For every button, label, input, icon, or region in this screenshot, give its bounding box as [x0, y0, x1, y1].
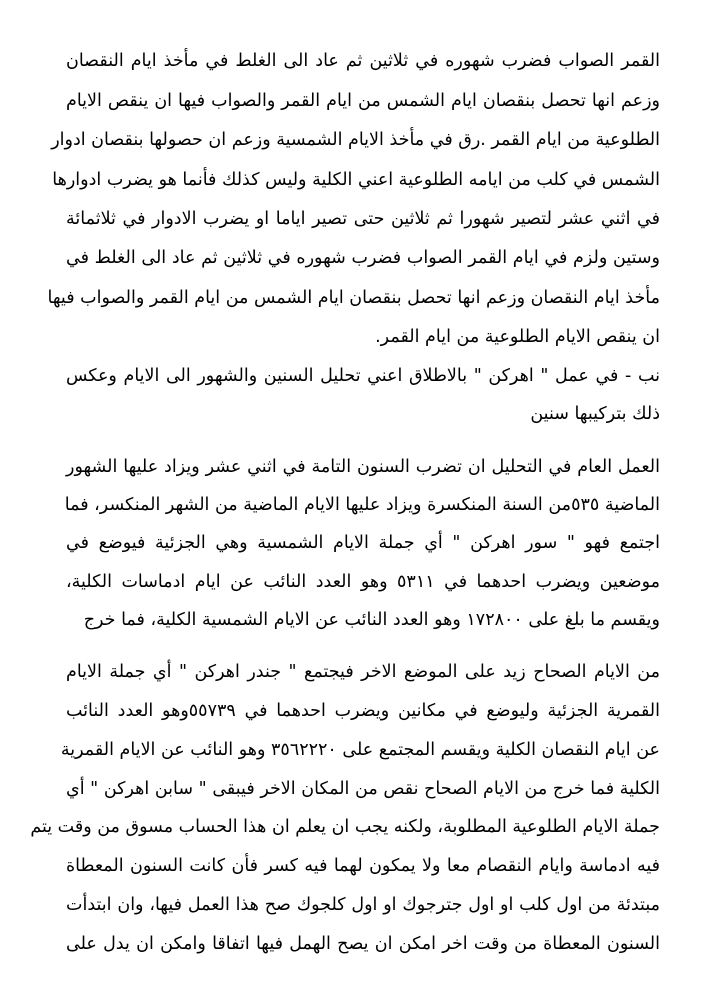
text-line: في اثني عشر لتصير شهورا ثم ثلاثين حتى تصير اياما او يضرب الادوار في ثلاثمائة: [66, 209, 660, 229]
text-line: الطلوعية من ايام القمر .رق في مأخذ الايام الشمسية وزعم ان حصولها بنقصان ادوار: [51, 130, 660, 150]
section-heading-line: نب - في عمل " اهركن " بالاطلاق اعني تحليل السنين والشهور الى الايام وعكس: [66, 366, 660, 386]
text-line: الكلية فما خرج من الايام الصحاح نقص من المكان الاخر فيبقى " سابن اهركن " أي: [66, 779, 660, 799]
text-line: اجتمع فهو " سور اهركن " أي جملة الايام الشمسية وهي الجزئية فيوضع في: [66, 533, 660, 553]
text-line: السنون المعطاة من وقت اخر امكن ان يصح الهمل فيها اتفاقا وامكن ان يدل على: [66, 934, 660, 954]
text-line: مبتدئة من اول كلب او اول جترجوك او اول كلجوك صح هذا العمل فيها، وان ابتدأت: [66, 895, 660, 915]
text-line: وستين ولزم في ايام القمر الصواب فضرب شهوره في ثلاثين ثم عاد الى الغلط في: [66, 248, 660, 268]
text-line: الماضية ٥٣٥من السنة المنكسرة ويزاد عليها الايام الماضية من الشهر المنكسر، فما: [64, 495, 660, 515]
text-line: عن ايام النقصان الكلية ويقسم المجتمع على ٣٥٦٢٢٢٠ وهو النائب عن الايام القمرية: [60, 740, 660, 760]
text-line: وزعم انها تحصل بنقصان ايام الشمس من ايام القمر والصواب فيها ان ينقص الايام: [66, 91, 660, 111]
section-heading-line: ذلك بتركيبها سنين: [530, 404, 660, 424]
text-line: العمل العام في التحليل ان تضرب السنون التامة في اثني عشر ويزاد عليها الشهور: [66, 457, 660, 477]
text-line: مأخذ ايام النقصان وزعم انها تحصل بنقصان ايام الشمس من ايام القمر والصواب فيها: [47, 288, 660, 308]
text-line: موضعين ويضرب احدهما في ٥٣١١ وهو العدد النائب عن ايام ادماسات الكلية،: [66, 572, 661, 592]
text-line: القمر الصواب فضرب شهوره في ثلاثين ثم عاد الى الغلط في مأخذ ايام النقصان: [66, 51, 660, 71]
text-line: الشمس في كلب من ايامه الطلوعية اعني الكلية وليس كذلك فأنما هو يضرب ادوارها: [52, 170, 660, 190]
text-line: من الايام الصحاح زيد على الموضع الاخر فيجتمع " جندر اهركن " أي جملة الايام: [66, 662, 660, 682]
text-line: ويقسم ما بلغ على ١٧٢٨٠٠ وهو العدد النائب عن الايام الشمسية الكلية، فما خرج: [83, 610, 660, 630]
text-line: فيه ادماسة وايام النقصام معا ولا يمكون لهما فيه كسر فأن كانت السنون المعطاة: [66, 856, 660, 876]
text-line: ان ينقص الايام الطلوعية من ايام القمر.: [375, 327, 660, 347]
text-line: جملة الايام الطلوعية المطلوبة، ولكنه يجب ان يعلم ان هذا الحساب مسوق من وقت يتم: [30, 817, 660, 837]
text-line: القمرية الجزئية وليوضع في مكانين ويضرب احدهما في ٥٥٧٣٩وهو العدد النائب: [66, 701, 661, 721]
